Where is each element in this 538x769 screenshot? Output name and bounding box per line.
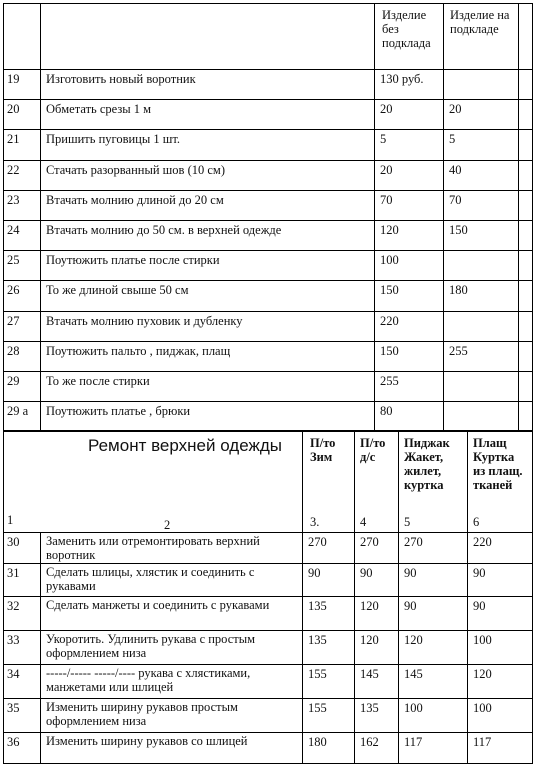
t2-header-c3-num: 3. [310, 515, 320, 529]
t2-header-c4-num: 4 [360, 515, 367, 529]
t1-row-b: 180 [449, 283, 468, 297]
t2-row-num: 33 [7, 633, 20, 647]
t1-row-name: Втачать молнию пуховик и дубленку [46, 314, 243, 328]
t2-row-v3: 155 [308, 701, 327, 715]
t1-row-b: 70 [449, 193, 462, 207]
t1-row-name: Поутюжить пальто , пиджак, плащ [46, 344, 231, 358]
t2-row-v3: 155 [308, 667, 327, 681]
t2-row-name: Изменить ширину рукавов со шлицей [46, 734, 248, 748]
t1-row-a: 220 [380, 314, 399, 328]
grid-hline [3, 190, 533, 191]
t2-row-v5: 100 [404, 701, 423, 715]
t2-row-num: 32 [7, 599, 20, 613]
t1-row-a: 100 [380, 253, 399, 267]
grid-hline [3, 250, 533, 251]
grid-hline [3, 430, 533, 431]
t2-row-v4: 90 [360, 566, 373, 580]
t1-row-num: 22 [7, 163, 20, 177]
t1-row-a: 150 [380, 283, 399, 297]
t2-row-v6: 100 [473, 701, 492, 715]
t2-row-v4: 270 [360, 535, 379, 549]
t2-row-v5: 117 [404, 735, 423, 749]
t2-row-v5: 120 [404, 633, 423, 647]
grid-hline [3, 596, 533, 597]
t1-row-a: 20 [380, 102, 393, 116]
t1-row-a: 255 [380, 374, 399, 388]
grid-hline [3, 532, 533, 533]
t2-row-v6: 117 [473, 735, 492, 749]
t2-row-v4: 135 [360, 701, 379, 715]
grid-hline [3, 664, 533, 665]
grid-vline [374, 3, 375, 432]
t2-header-c6: Плащ Куртка из плащ. тканей [473, 436, 523, 492]
t1-row-b: 150 [449, 223, 468, 237]
grid-vline [40, 3, 41, 432]
t1-row-a: 70 [380, 193, 393, 207]
t1-row-num: 28 [7, 344, 20, 358]
t1-row-b [445, 311, 518, 341]
t2-row-v6: 90 [473, 566, 486, 580]
grid-hline [3, 3, 533, 4]
t2-row-name: Сделать шлицы, хлястик и соединить с рукавами [46, 565, 255, 593]
t1-row-a: 20 [380, 163, 393, 177]
t1-row-a: 120 [380, 223, 399, 237]
t1-row-b [445, 69, 518, 99]
t1-row-num: 24 [7, 223, 20, 237]
t1-row-name: Изготовить новый воротник [46, 72, 196, 86]
t1-row-num: 20 [7, 102, 20, 116]
t2-row-v4: 162 [360, 735, 379, 749]
t1-row-num: 19 [7, 72, 20, 86]
t1-row-name: То же длиной свыше 50 см [46, 283, 189, 297]
t2-row-v6: 90 [473, 599, 486, 613]
grid-hline [3, 563, 533, 564]
grid-hline [3, 341, 533, 342]
t2-header-c2: 2 [164, 518, 171, 532]
t2-row-num: 36 [7, 735, 20, 749]
grid-hline [3, 401, 533, 402]
t1-row-a: 130 руб. [380, 72, 424, 86]
t1-row-num: 29 [7, 374, 20, 388]
t2-row-num: 35 [7, 701, 20, 715]
grid-vline [3, 430, 4, 764]
t1-row-name: Обметать срезы 1 м [46, 102, 152, 116]
grid-hline [3, 280, 533, 281]
t1-row-num: 25 [7, 253, 20, 267]
t2-row-name: -----/----- -----/---- рукава с хлястиками, манжетами или шлицей [46, 666, 251, 694]
t2-row-num: 30 [7, 535, 20, 549]
t1-row-name: Пришить пуговицы 1 шт. [46, 132, 181, 146]
t2-row-v4: 145 [360, 667, 379, 681]
grid-vline [443, 3, 444, 432]
grid-vline [532, 430, 533, 764]
t1-row-b: 5 [449, 132, 456, 146]
t2-header-c6-num: 6 [473, 515, 480, 529]
t2-row-v5: 90 [404, 566, 417, 580]
t1-row-b [445, 250, 518, 280]
t2-row-v6: 120 [473, 667, 492, 681]
grid-hline [3, 160, 533, 161]
t1-header-col-a: Изделие без подклада [382, 8, 431, 50]
grid-vline [302, 430, 303, 764]
t2-row-num: 34 [7, 667, 20, 681]
t1-row-b [445, 371, 518, 401]
grid-hline [3, 220, 533, 221]
t2-row-name: Сделать манжеты и соединить с рукавами [46, 598, 270, 612]
t2-row-v3: 90 [308, 566, 321, 580]
grid-hline [3, 371, 533, 372]
t2-row-name: Заменить или отремонтировать верхний воротник [46, 534, 260, 562]
grid-vline [518, 3, 519, 432]
grid-hline [3, 431, 533, 432]
t1-row-b: 20 [449, 102, 462, 116]
t2-row-v4: 120 [360, 633, 379, 647]
grid-hline [3, 763, 533, 764]
t1-row-num: 29 а [7, 404, 29, 418]
t2-header-c5: Пиджак Жакет, жилет, куртка [404, 436, 450, 492]
t1-row-name: Поутюжить платье после стирки [46, 253, 220, 267]
t2-row-v6: 100 [473, 633, 492, 647]
t1-row-name: То же после стирки [46, 374, 150, 388]
grid-hline [3, 698, 533, 699]
grid-hline [3, 630, 533, 631]
t2-row-v4: 120 [360, 599, 379, 613]
t1-row-num: 23 [7, 193, 20, 207]
grid-vline [467, 430, 468, 764]
grid-hline [3, 99, 533, 100]
t1-row-a: 5 [380, 132, 387, 146]
t1-row-name: Втачать молнию до 50 см. в верхней одежде [46, 223, 282, 237]
t1-row-name: Втачать молнию длиной до 20 см [46, 193, 224, 207]
t2-row-v3: 270 [308, 535, 327, 549]
t2-row-v3: 135 [308, 599, 327, 613]
t2-header-c4: П/то д/с [360, 436, 386, 464]
t2-row-v5: 270 [404, 535, 423, 549]
t2-header-c3: П/то Зим [310, 436, 336, 464]
t1-row-b: 40 [449, 163, 462, 177]
grid-vline [398, 430, 399, 764]
t1-row-name: Стачать разорванный шов (10 см) [46, 163, 225, 177]
t2-header-c1: 1 [7, 513, 14, 527]
grid-vline [354, 430, 355, 764]
grid-hline [3, 732, 533, 733]
t2-title: Ремонт верхней одежды [88, 436, 282, 455]
t1-row-b: 255 [449, 344, 468, 358]
t2-row-v5: 145 [404, 667, 423, 681]
grid-hline [3, 129, 533, 130]
t1-row-a: 80 [380, 404, 393, 418]
t1-row-name: Поутюжить платье , брюки [46, 404, 191, 418]
grid-hline [3, 311, 533, 312]
grid-vline [532, 3, 533, 432]
t1-header-col-b: Изделие на подкладе [450, 8, 510, 36]
t2-header-c5-num: 5 [404, 515, 411, 529]
t1-row-num: 27 [7, 314, 20, 328]
t2-row-num: 31 [7, 566, 20, 580]
t2-row-v5: 90 [404, 599, 417, 613]
t2-row-name: Укоротить. Удлинить рукава с простым оформлением низа [46, 632, 256, 660]
t1-row-num: 26 [7, 283, 20, 297]
grid-vline [40, 532, 41, 764]
t2-row-v3: 180 [308, 735, 327, 749]
t2-row-v3: 135 [308, 633, 327, 647]
t1-row-num: 21 [7, 132, 20, 146]
t1-row-a: 150 [380, 344, 399, 358]
grid-hline [3, 69, 533, 70]
t2-row-name: Изменить ширину рукавов простым оформлением низа [46, 700, 238, 728]
grid-vline [3, 3, 4, 432]
t1-row-b [445, 401, 518, 431]
t2-row-v6: 220 [473, 535, 492, 549]
